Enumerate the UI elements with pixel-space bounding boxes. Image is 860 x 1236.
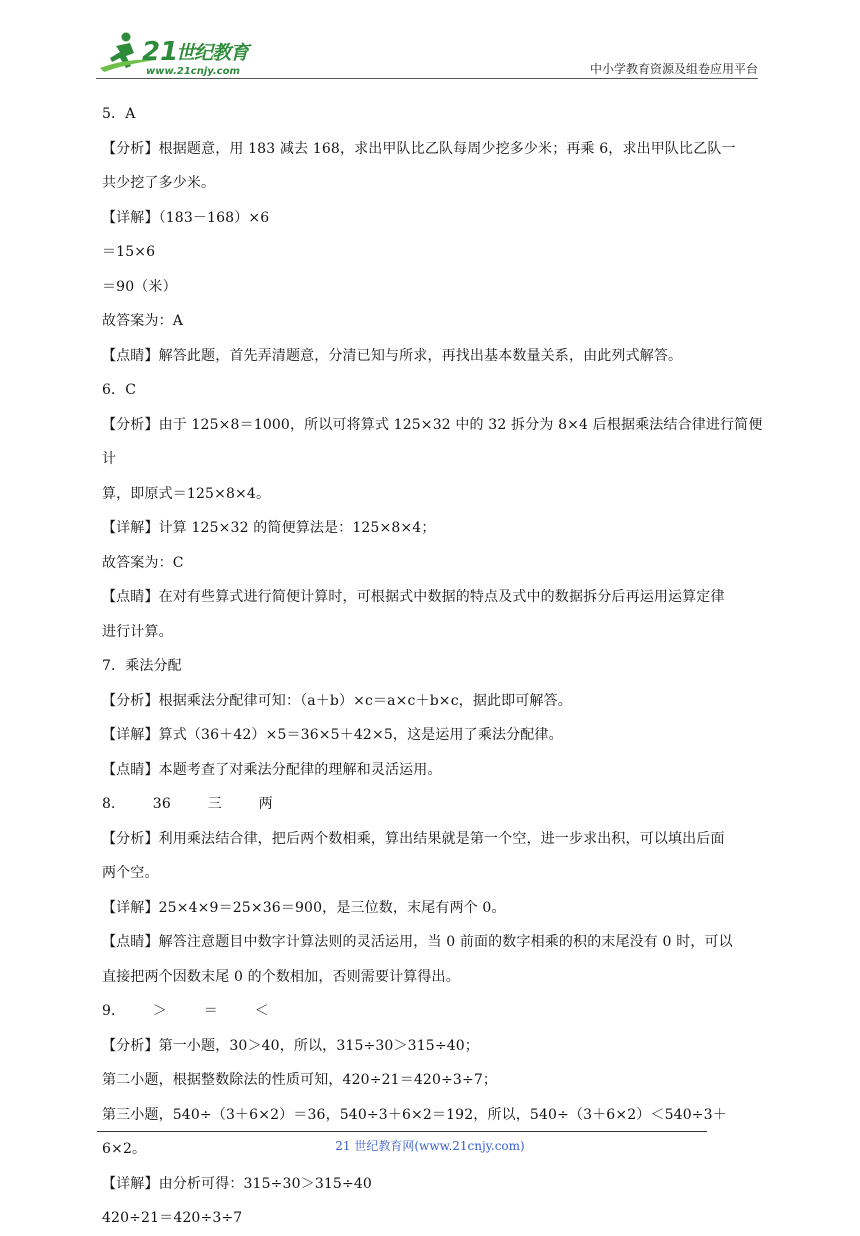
text-line: 第二小题，根据整数除法的性质可知，420÷21＝420÷3÷7；	[102, 1072, 498, 1088]
answer-heading: 6．C	[102, 382, 137, 398]
text-line: 【分析】根据题意，用 183 减去 168，求出甲队比乙队每周少挖多少米；再乘 6，求出甲队比乙队一	[102, 140, 736, 157]
text-line: 直接把两个因数末尾 0 的个数相加，否则需要计算得出。	[102, 968, 460, 985]
text-line: 【详解】计算 125×32 的简便算法是：125×8×4；	[102, 520, 436, 536]
page-header	[96, 28, 758, 82]
text-line: 【点睛】解答注意题目中数字计算法则的灵活运用，当 0 前面的数字相乘的积的末尾没有 0 时，可以	[102, 934, 733, 950]
svg-text:世纪教育: 世纪教育	[176, 42, 249, 64]
text-line: 【详解】25×4×9＝25×36＝900，是三位数，末尾有两个 0。	[102, 899, 506, 916]
svg-text:www.21cnjy.com: www.21cnjy.com	[146, 66, 240, 77]
answer-heading: 7．乘法分配	[102, 658, 182, 674]
text-line: 第三小题，540÷（3＋6×2）＝36，540÷3＋6×2＝192，所以，540÷（3＋6×2）＜540÷3＋6×2。	[102, 1106, 727, 1157]
text-line: 【详解】（183－168）×6	[102, 209, 270, 226]
text-line: 【分析】由于 125×8＝1000，所以可将算式 125×32 中的 32 拆分为 8×4 后根据乘法结合律进行简便计	[102, 416, 763, 467]
text-line: 故答案为：A	[102, 313, 184, 329]
answer-heading: 5．A	[102, 106, 136, 122]
text-line: ＝15×6	[102, 244, 156, 260]
answer-heading: 8． 36 三 两	[102, 796, 273, 812]
text-line: 【分析】第一小题，30＞40，所以，315÷30＞315÷40；	[102, 1037, 479, 1054]
text-line: 两个空。	[102, 865, 159, 881]
answer-heading: 9． ＞ ＝ ＜	[102, 1003, 269, 1019]
answer-content	[102, 97, 766, 1236]
svg-text:21: 21	[142, 37, 179, 67]
header-platform-title: 中小学教育资源及组卷应用平台	[589, 62, 758, 76]
text-line: 【点睛】在对有些算式进行简便计算时，可根据式中数据的特点及式中的数据拆分后再运用运算定律	[102, 589, 725, 605]
text-line: 算，即原式＝125×8×4。	[102, 485, 271, 502]
text-line: 进行计算。	[102, 623, 173, 640]
header-divider	[96, 78, 758, 79]
text-line: 共少挖了多少米。	[102, 175, 216, 191]
text-line: 【分析】利用乘法结合律，把后两个数相乘，算出结果就是第一个空，进一步求出积，可以填出后面	[102, 830, 725, 847]
text-line: 【详解】算式（36＋42）×5＝36×5＋42×5，这是运用了乘法分配律。	[102, 727, 563, 743]
text-line: 【点睛】解答此题，首先弄清题意，分清已知与所求，再找出基本数量关系，由此列式解答。	[102, 347, 683, 364]
text-line: 【详解】由分析可得：315÷30＞315÷40	[102, 1175, 372, 1192]
footer-divider	[97, 1131, 707, 1132]
text-line: 420÷21＝420÷3÷7	[102, 1210, 243, 1226]
text-line: 故答案为：C	[102, 554, 184, 571]
footer-link[interactable]: 21 世纪教育网(www.21cnjy.com)	[335, 1139, 525, 1153]
text-line: 【点睛】本题考查了对乘法分配律的理解和灵活运用。	[102, 761, 442, 778]
text-line: 【分析】根据乘法分配律可知：（a＋b）×c＝a×c＋b×c，据此即可解答。	[102, 692, 572, 709]
site-logo	[96, 28, 266, 78]
text-line: ＝90（米）	[102, 278, 177, 295]
